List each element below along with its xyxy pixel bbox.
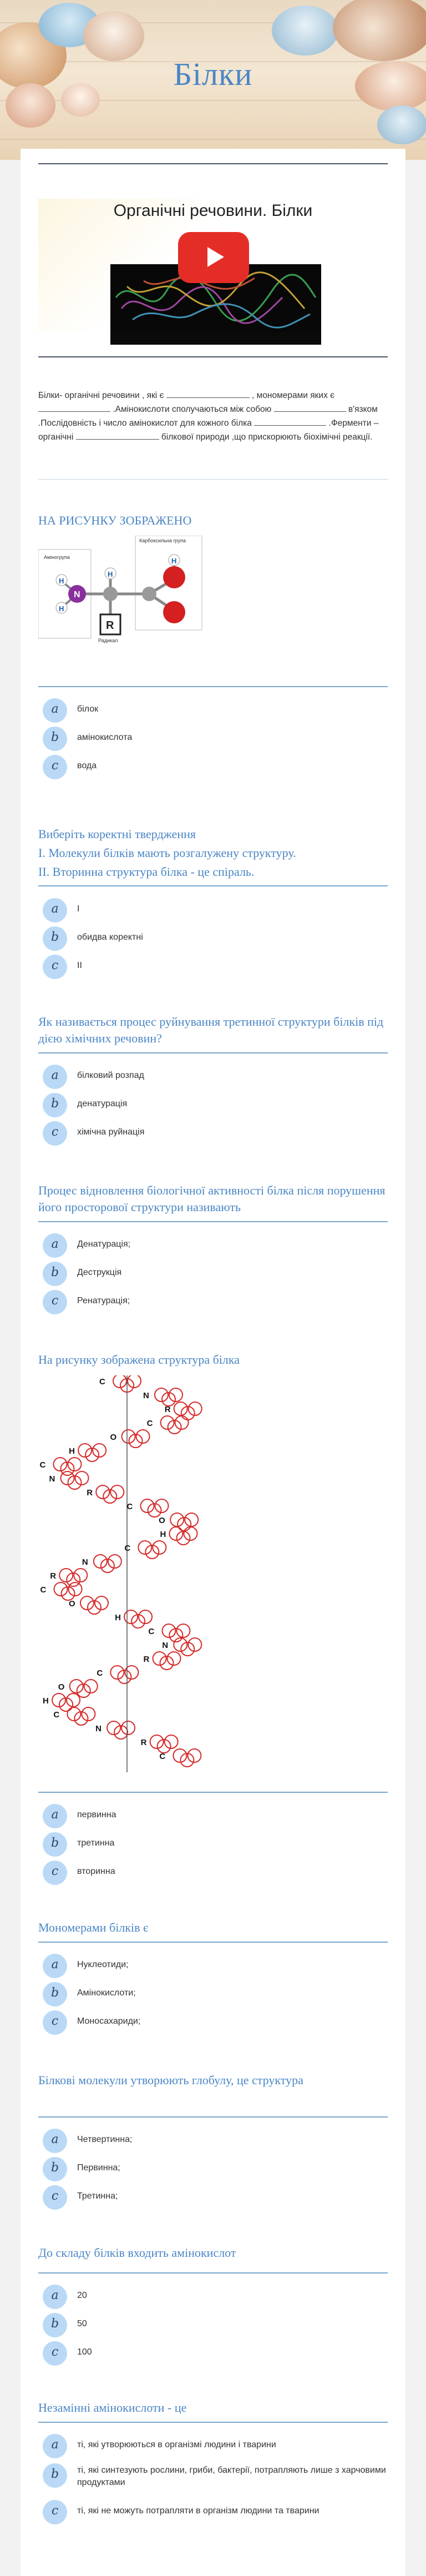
atom-r: R [106, 619, 114, 632]
helix-atom-label: C [126, 1502, 133, 1511]
helix-atom-label: N [95, 1724, 102, 1733]
option-text: 20 [77, 2291, 87, 2300]
option-badge: c [43, 2341, 67, 2366]
helix-atom-ring [185, 1513, 198, 1526]
helix-atom-ring [160, 1656, 174, 1670]
helix-atom-ring [110, 1666, 124, 1679]
question-divider [38, 2272, 388, 2273]
fill-text-part: Білки- органічні речовини , які є [38, 391, 164, 400]
answer-option[interactable] [43, 2341, 387, 2367]
helix-atom-ring [110, 1485, 124, 1499]
helix-atom-ring [145, 1545, 159, 1559]
option-badge: a [43, 2285, 67, 2309]
option-text: Ренатурація; [77, 1296, 130, 1305]
question-divider [38, 885, 388, 886]
helix-atom-label: H [160, 1530, 166, 1539]
helix-atom-ring [61, 1471, 74, 1485]
worksheet-card [21, 149, 405, 2576]
helix-atom-ring [59, 1569, 73, 1582]
fill-text-part: .Амінокислоти сполучаються між собою [113, 405, 272, 414]
answer-option[interactable] [43, 1954, 387, 1979]
option-text: Четвертинна; [77, 2135, 133, 2144]
helix-atom-ring [68, 1476, 82, 1489]
question-title-line: Виберіть коректні твердження [38, 827, 196, 841]
divider [38, 163, 388, 164]
helix-atom-ring [96, 1485, 109, 1499]
helix-atom-label: H [115, 1613, 121, 1622]
answer-option[interactable] [43, 698, 387, 724]
option-text: I [77, 904, 80, 914]
question-title: Незамінні амінокислоти - це [38, 2401, 187, 2414]
helix-atom-ring [158, 1740, 171, 1753]
question-title: Білкові молекули утворюють глобулу, це структура [38, 2073, 303, 2087]
option-text: вода [77, 761, 97, 770]
helix-atom-label: C [53, 1710, 60, 1720]
answer-option[interactable] [43, 1832, 387, 1858]
answer-option[interactable] [43, 1262, 387, 1287]
helix-atom-ring [62, 1587, 75, 1600]
helix-atom-ring [162, 1624, 175, 1637]
option-text: первинна [77, 1810, 116, 1819]
question-divider [38, 686, 388, 687]
fill-blank-input[interactable] [76, 432, 159, 440]
helix-atom-ring [68, 1458, 81, 1471]
helix-atom-ring [67, 1573, 80, 1586]
helix-atom-ring [174, 1402, 187, 1415]
helix-atom-ring [176, 1531, 190, 1545]
amino-group-label: Аміногрупа [44, 554, 70, 560]
option-text: Денатурація; [77, 1239, 131, 1249]
helix-atom-ring [78, 1444, 92, 1457]
option-badge: c [43, 1290, 67, 1314]
helix-atom-ring [118, 1670, 131, 1683]
option-text: білковий розпад [77, 1071, 144, 1080]
atom-n: N [74, 590, 80, 599]
atom-h: H [59, 604, 64, 613]
option-badge: b [43, 1982, 67, 2007]
option-text: денатурація [77, 1099, 128, 1108]
helix-atom-ring [74, 1712, 88, 1725]
helix-atom-label: H [43, 1696, 49, 1706]
fill-text-part: .Ферменти – органічні [38, 419, 379, 442]
helix-atom-ring [189, 1402, 202, 1415]
helix-atom-ring [107, 1721, 120, 1735]
helix-atom-label: R [164, 1405, 171, 1414]
divider [38, 479, 388, 480]
helix-atom-ring [103, 1490, 116, 1503]
helix-atom-label: O [110, 1433, 117, 1442]
seashell-decoration [377, 105, 426, 144]
question-title: Процес відновлення біологічної активності білка після порушення його просторової структури називають [38, 1183, 386, 1214]
option-text: Моносахариди; [77, 2017, 141, 2026]
option-badge: c [43, 755, 67, 779]
seashell-decoration [333, 0, 426, 61]
helix-atom-ring [80, 1596, 94, 1610]
answer-option[interactable] [43, 727, 387, 752]
helix-atom-ring [74, 1569, 87, 1582]
option-badge: b [43, 2463, 67, 2488]
helix-atom-ring [128, 1375, 141, 1388]
helix-atom-ring [88, 1601, 101, 1614]
atom-h: H [171, 557, 177, 565]
fill-blank-input[interactable] [254, 418, 326, 426]
option-badge: a [43, 698, 67, 723]
question-title: До складу білків входить амінокислот [38, 2246, 236, 2260]
helix-atom-ring [181, 1407, 195, 1420]
answer-option[interactable] [43, 955, 387, 980]
answer-option[interactable] [43, 1093, 387, 1118]
answer-option[interactable] [43, 1861, 387, 1886]
helix-atom-label: N [49, 1474, 55, 1484]
helix-atom-label: C [99, 1377, 105, 1387]
seashell-decoration [83, 11, 144, 61]
divider [38, 356, 388, 357]
option-text: ті, які не можуть потрапляти в організм людини та тварини [77, 2506, 320, 2515]
seashell-decoration [272, 6, 338, 56]
question-title: Як називається процес руйнування третинної структури білків під дією хімічних речовин? [38, 1015, 384, 1045]
helix-atom-ring [150, 1735, 164, 1748]
helix-atom-ring [138, 1541, 151, 1554]
helix-atom-ring [95, 1596, 108, 1610]
helix-atom-ring [165, 1735, 178, 1748]
answer-option[interactable] [43, 1121, 387, 1147]
answer-option[interactable] [43, 2010, 387, 2036]
atom-h: H [108, 570, 113, 578]
helix-atom-ring [153, 1541, 166, 1554]
question-divider [38, 2422, 388, 2423]
option-text: Нуклеотиди; [77, 1960, 129, 1969]
helix-atom-ring [184, 1527, 197, 1540]
option-badge: b [43, 2313, 67, 2337]
option-badge: b [43, 926, 67, 951]
helix-atom-ring [181, 1642, 194, 1656]
helix-atom-ring [113, 1375, 126, 1388]
helix-atom-label: R [143, 1655, 150, 1664]
answer-option[interactable] [43, 2313, 387, 2338]
helix-atom-ring [59, 1698, 73, 1711]
helix-atom-label: C [124, 1544, 131, 1553]
helix-atom-ring [131, 1615, 145, 1628]
atom-h: H [59, 577, 64, 585]
helix-atom-ring [75, 1471, 89, 1485]
helix-atom-label: O [159, 1516, 165, 1525]
helix-atom-label: N [162, 1641, 169, 1650]
radical-label: Радикал [98, 638, 118, 643]
helix-atom-ring [178, 1518, 191, 1531]
option-badge: c [43, 955, 67, 979]
question-title: Мономерами білків є [38, 1920, 149, 1934]
helix-atom-ring [94, 1555, 107, 1568]
option-badge: c [43, 1861, 67, 1885]
helix-atom-label: H [69, 1446, 75, 1456]
wood-plank-line [0, 139, 426, 140]
answer-option[interactable] [43, 1233, 387, 1259]
answer-option[interactable] [43, 1290, 387, 1315]
helix-atom-ring [54, 1582, 68, 1596]
answer-option[interactable] [43, 755, 387, 780]
answer-option[interactable] [43, 926, 387, 952]
option-badge: c [43, 2185, 67, 2210]
option-badge: a [43, 1954, 67, 1978]
helix-atom-ring [69, 1582, 82, 1596]
answer-option[interactable] [43, 1982, 387, 2008]
page-title: Білки [173, 56, 253, 92]
question-divider [38, 1052, 388, 1053]
option-badge: a [43, 1065, 67, 1089]
video-embed[interactable] [38, 199, 388, 332]
option-badge: a [43, 898, 67, 922]
option-badge: c [43, 2500, 67, 2524]
answer-option[interactable] [43, 898, 387, 924]
helix-atom-label: C [97, 1668, 103, 1678]
answer-option[interactable] [43, 2157, 387, 2182]
option-text: обидва коректні [77, 932, 143, 942]
helix-atom-ring [168, 1420, 181, 1434]
amino-acid-diagram [38, 536, 205, 663]
helix-atom-ring [180, 1753, 194, 1767]
option-text: II [77, 961, 82, 970]
option-badge: c [43, 1121, 67, 1146]
question-divider [38, 2116, 388, 2118]
helix-atom-ring [67, 1707, 80, 1721]
answer-option[interactable] [43, 1065, 387, 1090]
helix-atom-ring [136, 1430, 150, 1443]
fill-text-part: , мономерами яких є [252, 391, 335, 400]
question-title-line: I. Молекули білків мають розгалужену структуру. [38, 846, 296, 860]
option-text: Третинна; [77, 2191, 118, 2201]
helix-atom-ring [168, 1652, 181, 1665]
helix-atom-ring [53, 1458, 67, 1471]
fill-blank-input[interactable] [274, 404, 346, 412]
helix-atom-ring [93, 1444, 106, 1457]
helix-atom-ring [153, 1652, 166, 1665]
helix-atom-ring [114, 1726, 128, 1739]
question-divider [38, 1942, 388, 1943]
helix-atom-label: N [82, 1557, 88, 1567]
helix-atom-ring [173, 1749, 186, 1762]
answer-option[interactable] [43, 2129, 387, 2154]
answer-option[interactable] [43, 2463, 387, 2492]
option-text: 50 [77, 2319, 87, 2328]
answer-option[interactable] [43, 1804, 387, 1829]
fill-text-part: в'язком .Послідовність і число амінокислот для кожного білка [38, 405, 378, 428]
helix-atom-ring [52, 1693, 65, 1707]
helix-atom-ring [108, 1555, 121, 1568]
fill-blank-input[interactable] [166, 390, 250, 398]
option-badge: b [43, 727, 67, 751]
helix-atom-ring [175, 1416, 189, 1429]
helix-atom-label: C [148, 1627, 155, 1636]
helix-atom-label: C [146, 1419, 153, 1428]
helix-atom-ring [77, 1684, 90, 1697]
option-badge: a [43, 2129, 67, 2153]
option-badge: b [43, 1262, 67, 1286]
helix-atom-ring [101, 1559, 114, 1572]
helix-atom-label: N [143, 1391, 149, 1400]
helix-atom-ring [70, 1680, 83, 1693]
option-text: ті, які утворюються в організмі людини і тварини [77, 2440, 276, 2449]
helix-atom-ring [169, 1388, 182, 1402]
option-text: хімічна руйнація [77, 1127, 145, 1137]
helix-atom-label: C [40, 1585, 47, 1595]
fill-blank-input[interactable] [38, 404, 110, 412]
option-badge: b [43, 2157, 67, 2181]
helix-atom-label: R [50, 1571, 57, 1581]
question-title: На рисунку зображена структура білка [38, 1353, 240, 1367]
helix-atom-ring [82, 1707, 95, 1721]
option-text: Первинна; [77, 2163, 120, 2172]
helix-atom-ring [170, 1513, 184, 1526]
fill-text-part: білкової природи ,що прискорюють біохімічні реакції. [161, 432, 373, 442]
option-text: ті, які синтезують рослини, гриби, бактерії, потрапляють лише з харчовими продуктами [77, 2466, 386, 2487]
helix-atom-ring [187, 1749, 201, 1762]
helix-atom-label: O [58, 1682, 65, 1692]
answer-option[interactable] [43, 2434, 387, 2459]
play-icon [207, 247, 224, 267]
answer-option[interactable] [43, 2285, 387, 2310]
question-title: НА РИСУНКУ ЗОБРАЖЕНО [38, 513, 192, 527]
protein-helix-diagram [38, 1375, 221, 1775]
helix-atom-ring [176, 1624, 190, 1637]
option-text: вторинна [77, 1867, 115, 1876]
option-text: білок [77, 704, 99, 714]
helix-atom-ring [169, 1527, 182, 1540]
helix-atom-ring [121, 1721, 135, 1735]
helix-atom-ring [148, 1504, 161, 1517]
helix-atom-label: C [39, 1460, 46, 1470]
option-badge: c [43, 2010, 67, 2035]
helix-atom-ring [155, 1499, 169, 1513]
answer-option[interactable] [43, 2185, 387, 2211]
option-text: амінокислота [77, 733, 133, 742]
question-divider [38, 1221, 388, 1222]
option-badge: a [43, 1233, 67, 1258]
question-title-line: II. Вторинна структура білка - це спіраль. [38, 865, 255, 879]
option-text: Амінокислоти; [77, 1988, 136, 1998]
helix-atom-ring [67, 1693, 80, 1707]
helix-atom-ring [139, 1610, 152, 1624]
helix-atom-ring [129, 1434, 143, 1448]
helix-atom-ring [85, 1448, 99, 1461]
helix-atom-ring [161, 1416, 174, 1429]
option-text: Деструкція [77, 1268, 122, 1277]
helix-atom-label: O [68, 1599, 75, 1609]
helix-atom-ring [155, 1388, 168, 1402]
carboxyl-group-label: Карбоксильна група [139, 538, 186, 543]
option-badge: b [43, 1093, 67, 1117]
helix-atom-label: R [140, 1738, 147, 1747]
answer-option[interactable] [43, 2500, 387, 2525]
question-divider [38, 1792, 388, 1793]
helix-atom-ring [188, 1638, 201, 1651]
question-title [38, 825, 388, 881]
option-badge: a [43, 2434, 67, 2458]
helix-atom-ring [141, 1499, 154, 1513]
helix-atom-ring [124, 1610, 138, 1624]
option-text: третинна [77, 1838, 115, 1848]
header-banner [0, 0, 426, 160]
video-title: Органічні речовини. Білки [113, 201, 313, 220]
helix-atom-ring [84, 1680, 98, 1693]
option-badge: a [43, 1804, 67, 1828]
fill-in-paragraph [38, 389, 388, 444]
option-badge: b [43, 1832, 67, 1857]
helix-atom-ring [162, 1393, 175, 1406]
helix-atom-label: R [87, 1488, 93, 1498]
helix-atom-label: C [159, 1752, 166, 1761]
option-text: 100 [77, 2347, 92, 2357]
helix-atom-ring [122, 1430, 135, 1443]
